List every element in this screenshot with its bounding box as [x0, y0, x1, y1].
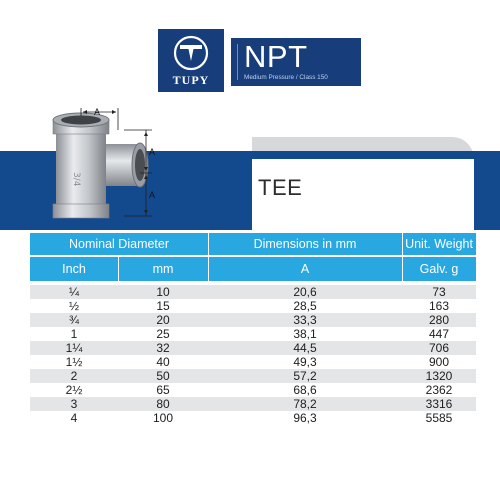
cell-mm: 50: [156, 369, 170, 383]
cell-dimension-a: 33,3: [293, 313, 317, 327]
table-row: [30, 355, 476, 369]
header-dimension-a: A: [300, 262, 310, 276]
cell-inch: 4: [70, 411, 78, 425]
table-row: [30, 341, 476, 355]
dimension-label-top: A: [94, 107, 101, 117]
table-row: [30, 383, 476, 397]
cell-inch: 1: [70, 327, 78, 341]
cell-inch: 2½: [65, 383, 83, 397]
cell-mm: 10: [156, 285, 170, 299]
cell-weight: 900: [428, 355, 450, 369]
cell-inch: 1½: [65, 355, 83, 369]
cell-weight: 5585: [425, 411, 453, 425]
header-galv-g: Galv. g: [419, 262, 459, 276]
table-row: [30, 285, 476, 299]
tupy-logo: [158, 29, 224, 92]
table-row: [30, 411, 476, 425]
cell-inch: 2: [70, 369, 78, 383]
table-row: [30, 327, 476, 341]
cell-mm: 65: [156, 383, 170, 397]
cell-weight: 163: [428, 299, 450, 313]
header-dimensions: Dimensions in mm: [253, 237, 357, 251]
cell-inch: ¼: [68, 285, 79, 299]
cell-dimension-a: 96,3: [293, 411, 317, 425]
cell-mm: 32: [156, 341, 170, 355]
cell-inch: ¾: [68, 313, 79, 327]
header-inch: Inch: [62, 262, 86, 276]
cell-dimension-a: 20,6: [293, 285, 317, 299]
svg-text:3/4: 3/4: [71, 172, 81, 187]
header-mm: mm: [152, 262, 174, 276]
cell-dimension-a: 49,3: [293, 355, 317, 369]
logo-wordmark: TUPY: [172, 73, 210, 87]
table-body: [30, 285, 476, 425]
table-group-header: [30, 233, 476, 255]
dimension-label-lower: A: [149, 190, 156, 200]
cell-dimension-a: 44,5: [293, 341, 317, 355]
cell-dimension-a: 38,1: [293, 327, 317, 341]
dimension-label-upper: A: [149, 147, 156, 157]
product-title: TEE: [258, 175, 303, 200]
standard-subtitle: Medium Pressure / Class 150: [244, 74, 328, 81]
header-nominal-diameter: Nominal Diameter: [68, 237, 170, 251]
table-row: [30, 313, 476, 327]
cell-inch: 3: [70, 397, 78, 411]
cell-weight: 706: [428, 341, 450, 355]
table-row: [30, 397, 476, 411]
cell-weight: 447: [428, 327, 450, 341]
cell-mm: 40: [156, 355, 170, 369]
cell-weight: 1320: [425, 369, 453, 383]
cell-mm: 80: [156, 397, 170, 411]
header-unit-weight: Unit. Weight: [405, 237, 473, 251]
tupy-emblem-icon: [173, 35, 209, 71]
table-row: [30, 369, 476, 383]
cell-inch: ½: [68, 299, 79, 313]
standard-title: NPT: [244, 39, 308, 74]
tee-fitting-icon: [40, 100, 180, 230]
table-row: [30, 299, 476, 313]
cell-weight: 2362: [425, 383, 453, 397]
cell-mm: 25: [156, 327, 170, 341]
cell-weight: 73: [432, 285, 446, 299]
cell-dimension-a: 57,2: [293, 369, 317, 383]
cell-mm: 20: [156, 313, 170, 327]
cell-dimension-a: 68,6: [293, 383, 317, 397]
cell-dimension-a: 78,2: [293, 397, 317, 411]
cell-inch: 1¼: [65, 341, 83, 355]
standard-badge: [231, 38, 361, 86]
cell-mm: 100: [152, 411, 174, 425]
cell-weight: 280: [428, 313, 450, 327]
cell-weight: 3316: [425, 397, 453, 411]
cell-dimension-a: 28,5: [293, 299, 317, 313]
cell-mm: 15: [156, 299, 170, 313]
table-sub-header: [30, 257, 476, 281]
